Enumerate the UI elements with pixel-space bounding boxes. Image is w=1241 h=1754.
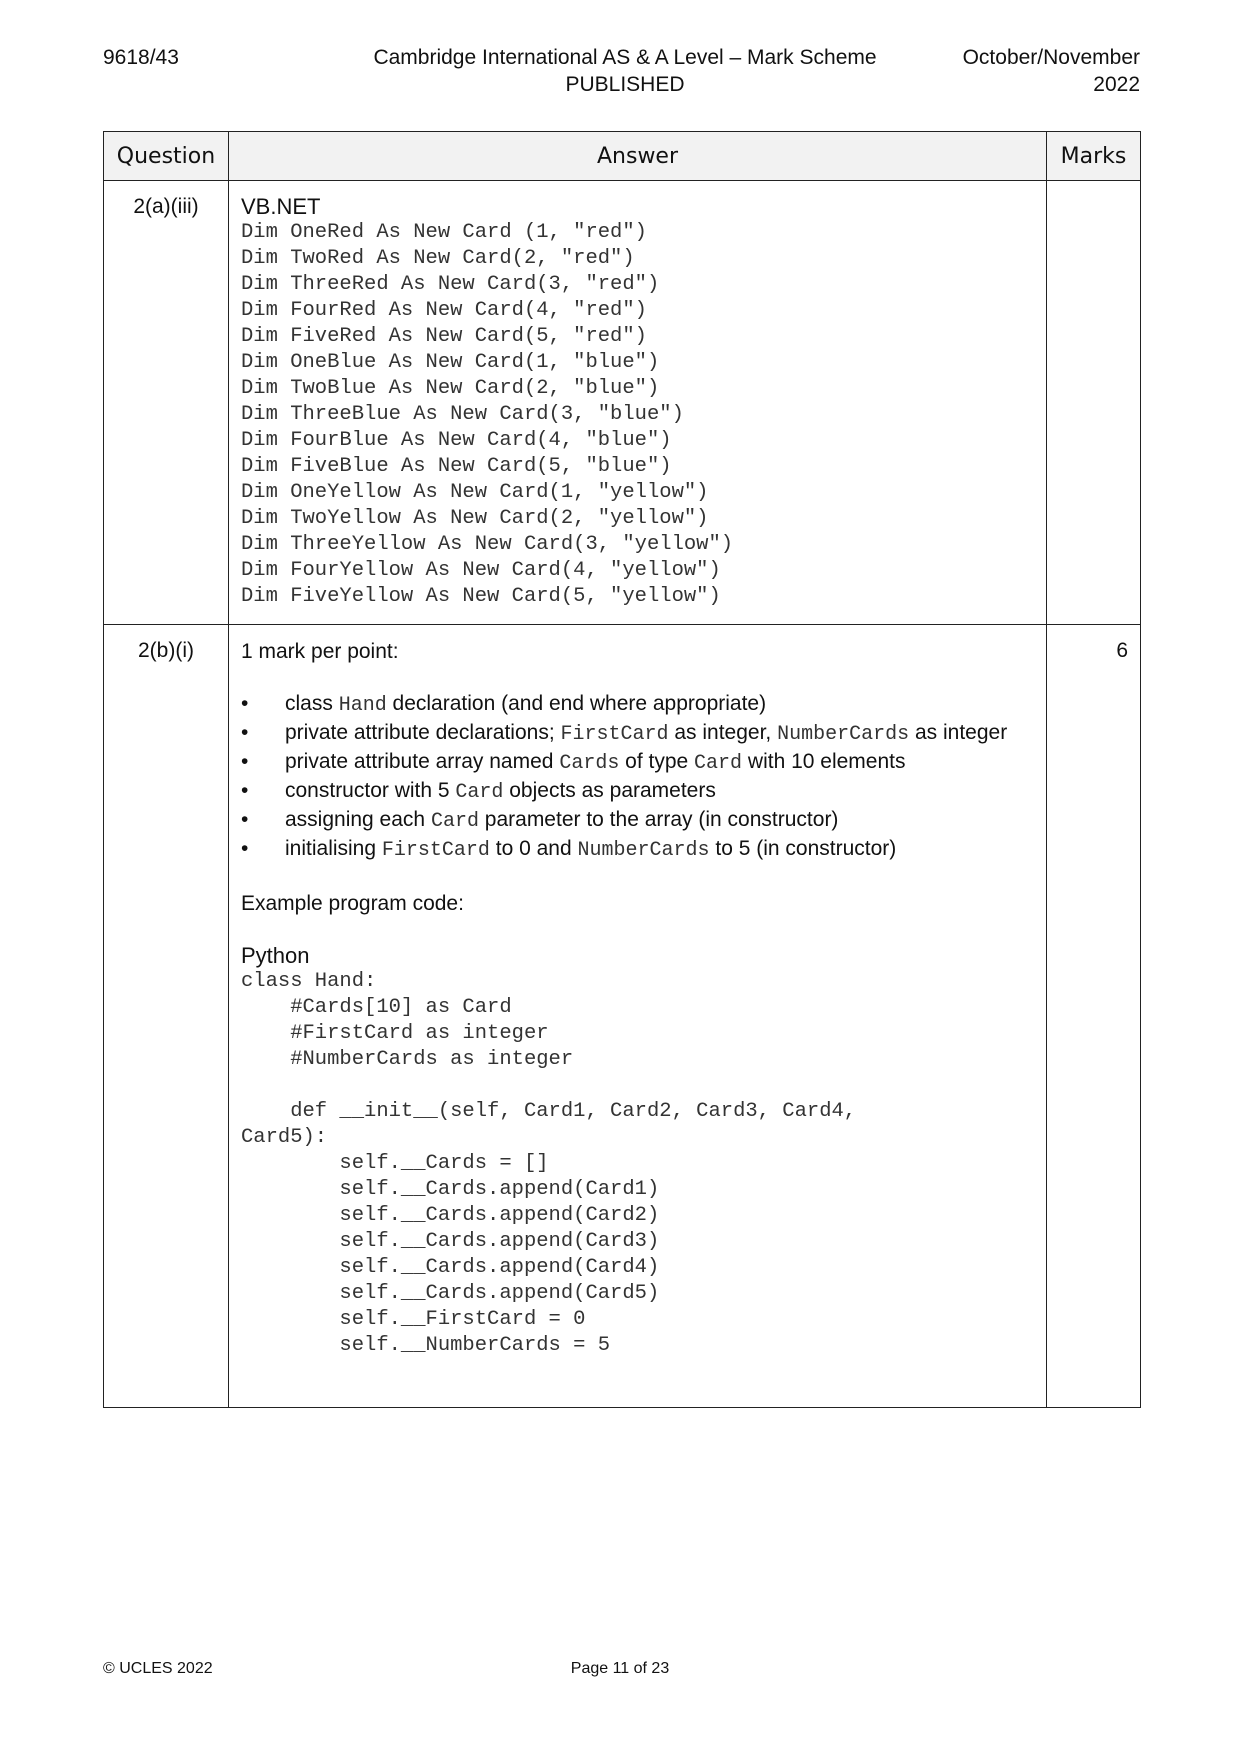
exam-session xyxy=(963,44,1140,98)
header-question: Question xyxy=(104,132,229,181)
paper-code: 9618/43 xyxy=(103,46,179,69)
table-header-row xyxy=(104,132,1141,181)
list-item: • constructor with 5 Card objects as parameters xyxy=(241,777,1036,806)
question-number: 2(a)(iii) xyxy=(104,181,229,625)
title-line-2: PUBLISHED xyxy=(565,73,685,96)
code-block: Dim OneRed As New Card (1, "red") Dim TwoRed As New Card(2, "red") Dim ThreeRed As New Card(3, "red") Dim FourRed As New Card(4, "red") Dim FiveRed As New Card(5, "red") Dim OneBlue As New Card(1, "blue") Dim TwoBlue As New Card(2, "blue") Dim ThreeBlue As New Card(3, "blue") Dim FourBlue As New Card(4, "blue") Dim FiveBlue As New Card(5, "blue") Dim OneYellow As New Card(1, "yellow") Dim TwoYellow As New Card(2, "yellow") Dim ThreeYellow As New Card(3, "yellow") Dim FourYellow As New Card(4, "yellow") Dim FiveYellow As New Card(5, "yellow") xyxy=(241,221,734,608)
mark-scheme-table xyxy=(103,131,1141,1408)
session-line-1: October/November xyxy=(962,46,1140,69)
marking-intro: 1 mark per point: xyxy=(241,640,399,663)
session-line-2: 2022 xyxy=(1093,73,1140,96)
list-item: • private attribute declarations; FirstCard as integer, NumberCards as integer xyxy=(241,719,1036,748)
answer-cell xyxy=(229,625,1047,1408)
table-row xyxy=(104,625,1141,1408)
example-label: Example program code: xyxy=(241,892,464,915)
marks-cell xyxy=(1047,181,1141,625)
language-label: VB.NET xyxy=(241,194,321,219)
header-marks: Marks xyxy=(1047,132,1141,181)
title-line-1: Cambridge International AS & A Level – Mark Scheme xyxy=(373,46,877,69)
list-item: • initialising FirstCard to 0 and NumberCards to 5 (in constructor) xyxy=(241,835,1036,864)
header-answer: Answer xyxy=(229,132,1047,181)
list-item: • class Hand declaration (and end where appropriate) xyxy=(241,690,1036,719)
table-row xyxy=(104,181,1141,625)
list-item: • assigning each Card parameter to the array (in constructor) xyxy=(241,806,1036,835)
copyright-notice: © UCLES 2022 xyxy=(103,1660,213,1677)
list-item: • private attribute array named Cards of type Card with 10 elements xyxy=(241,748,1036,777)
code-block: class Hand: #Cards[10] as Card #FirstCard as integer #NumberCards as integer def __init__(self, Card1, Card2, Card3, Card4, Card5): self.__Cards = [] self.__Cards.append(Card1) self.__Cards.append(Card2) self.__Cards.append(Card3) self.__Cards.append(Card4) self.__Cards.append(Card5) self.__FirstCard = 0 self.__NumberCards = 5 xyxy=(241,970,857,1357)
page-number: Page 11 of 23 xyxy=(570,1660,670,1677)
answer-cell xyxy=(229,181,1047,625)
document-title xyxy=(300,44,950,98)
language-label: Python xyxy=(241,943,310,968)
marking-points xyxy=(241,690,1036,864)
question-number: 2(b)(i) xyxy=(104,625,229,1408)
marks-cell: 6 xyxy=(1047,625,1141,1408)
